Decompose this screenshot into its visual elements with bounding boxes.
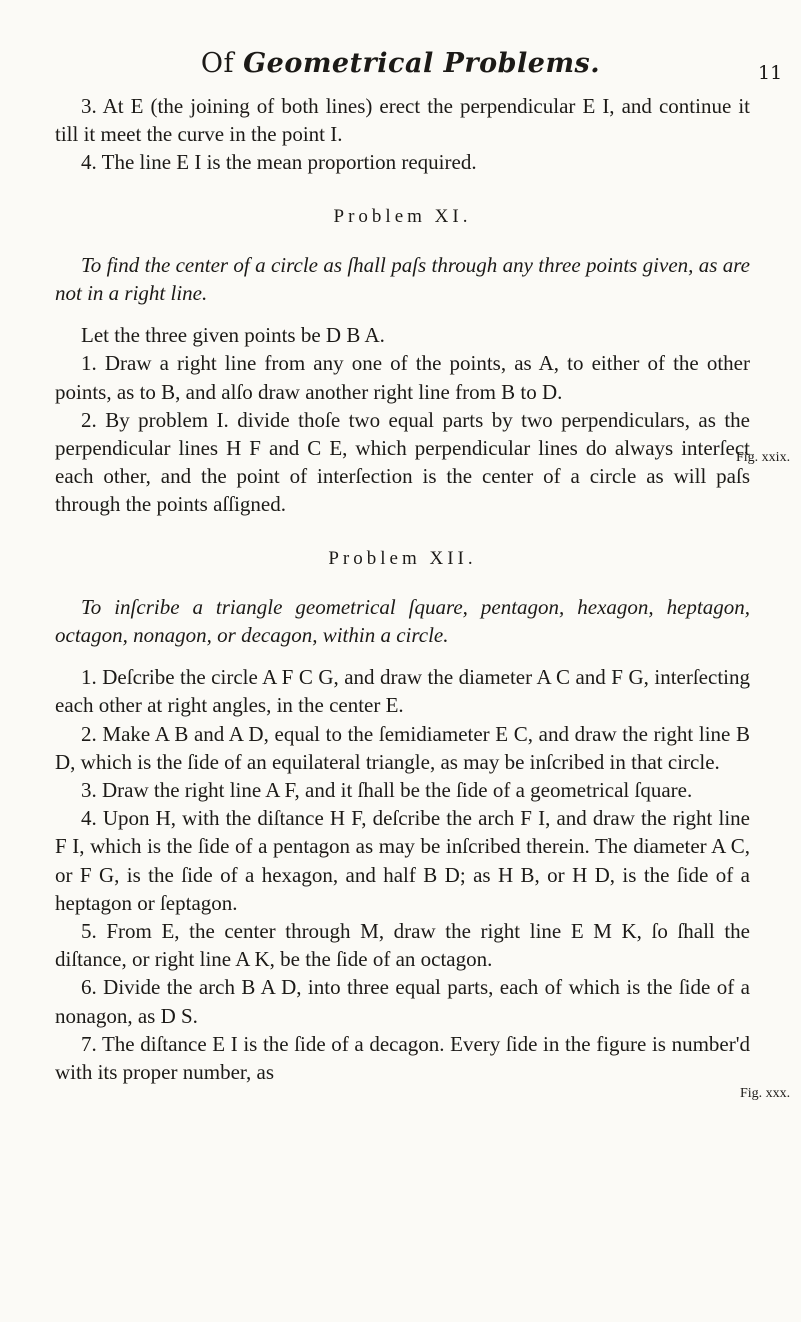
running-head-prefix: Of [200, 48, 234, 79]
page-body [55, 92, 750, 1086]
step-paragraph: 2. Make A B and A D, equal to the ſemidiameter E C, and draw the right line B D, which is the ſide of an equilateral triangle, as may be inſcribed in that circle. [55, 721, 750, 774]
step-paragraph: 4. Upon H, with the diſtance H F, deſcribe the arch F I, and draw the right line F I, which is the ſide of a pentagon as may be inſcribed therein. The diameter A C, or F G, is the ſide of a hexagon, and half B D; as H B, or H D, is the ſide of a heptagon or ſeptagon. [55, 806, 750, 915]
step-paragraph: 3. At E (the joining of both lines) erect the perpendicular E I, and continue it till it meet the curve in the point I. [55, 94, 750, 147]
step-paragraph: 5. From E, the center through M, draw the right line E M K, ſo ſhall the diſtance, or right line A K, be the ſide of an octagon. [55, 919, 750, 972]
problem-heading: Problem XI. [333, 205, 472, 227]
step-paragraph: Let the three given points be D B A. [81, 323, 385, 348]
step-paragraph: 3. Draw the right line A F, and it ſhall be the ſide of a geometrical ſquare. [81, 778, 693, 803]
step-paragraph: 7. The diſtance E I is the ſide of a decagon. Every ſide in the figure is number'd with its proper number, as [55, 1031, 750, 1085]
step-paragraph: 2. By problem I. divide thoſe two equal parts by two perpendiculars, as the perpendicular lines H F and C E, which perpendicular lines do always interſect each other, and the point of interſection is the center of a circle as will paſs through the points aſſigned. [55, 407, 750, 517]
step-paragraph: 1. Deſcribe the circle A F C G, and draw the diameter A C and F G, interſecting each other at right angles, in the center E. [55, 665, 750, 718]
problem-heading: Problem XII. [328, 547, 477, 569]
margin-note-fig-xxx: Fig. xxx. [740, 1086, 791, 1101]
margin-note-fig-xxix: Fig. xxix. [736, 450, 791, 465]
problem-statement: To inſcribe a triangle geometrical ſquare, pentagon, hexagon, heptagon, octagon, nonagon, or decagon, within a circle. [55, 594, 750, 648]
page-number: 11 [758, 62, 783, 84]
step-paragraph: 4. The line E I is the mean proportion required. [81, 150, 477, 175]
step-paragraph: 6. Divide the arch B A D, into three equal parts, each of which is the ſide of a nonagon, as D S. [55, 975, 750, 1028]
running-head [0, 48, 801, 79]
running-head-title: Geometrical Problems. [243, 48, 601, 79]
step-paragraph: 1. Draw a right line from any one of the points, as A, to either of the other points, as to B, and alſo draw another right line from B to D. [55, 351, 750, 404]
problem-statement: To find the center of a circle as ſhall paſs through any three points given, as are not in a right line. [55, 252, 750, 306]
